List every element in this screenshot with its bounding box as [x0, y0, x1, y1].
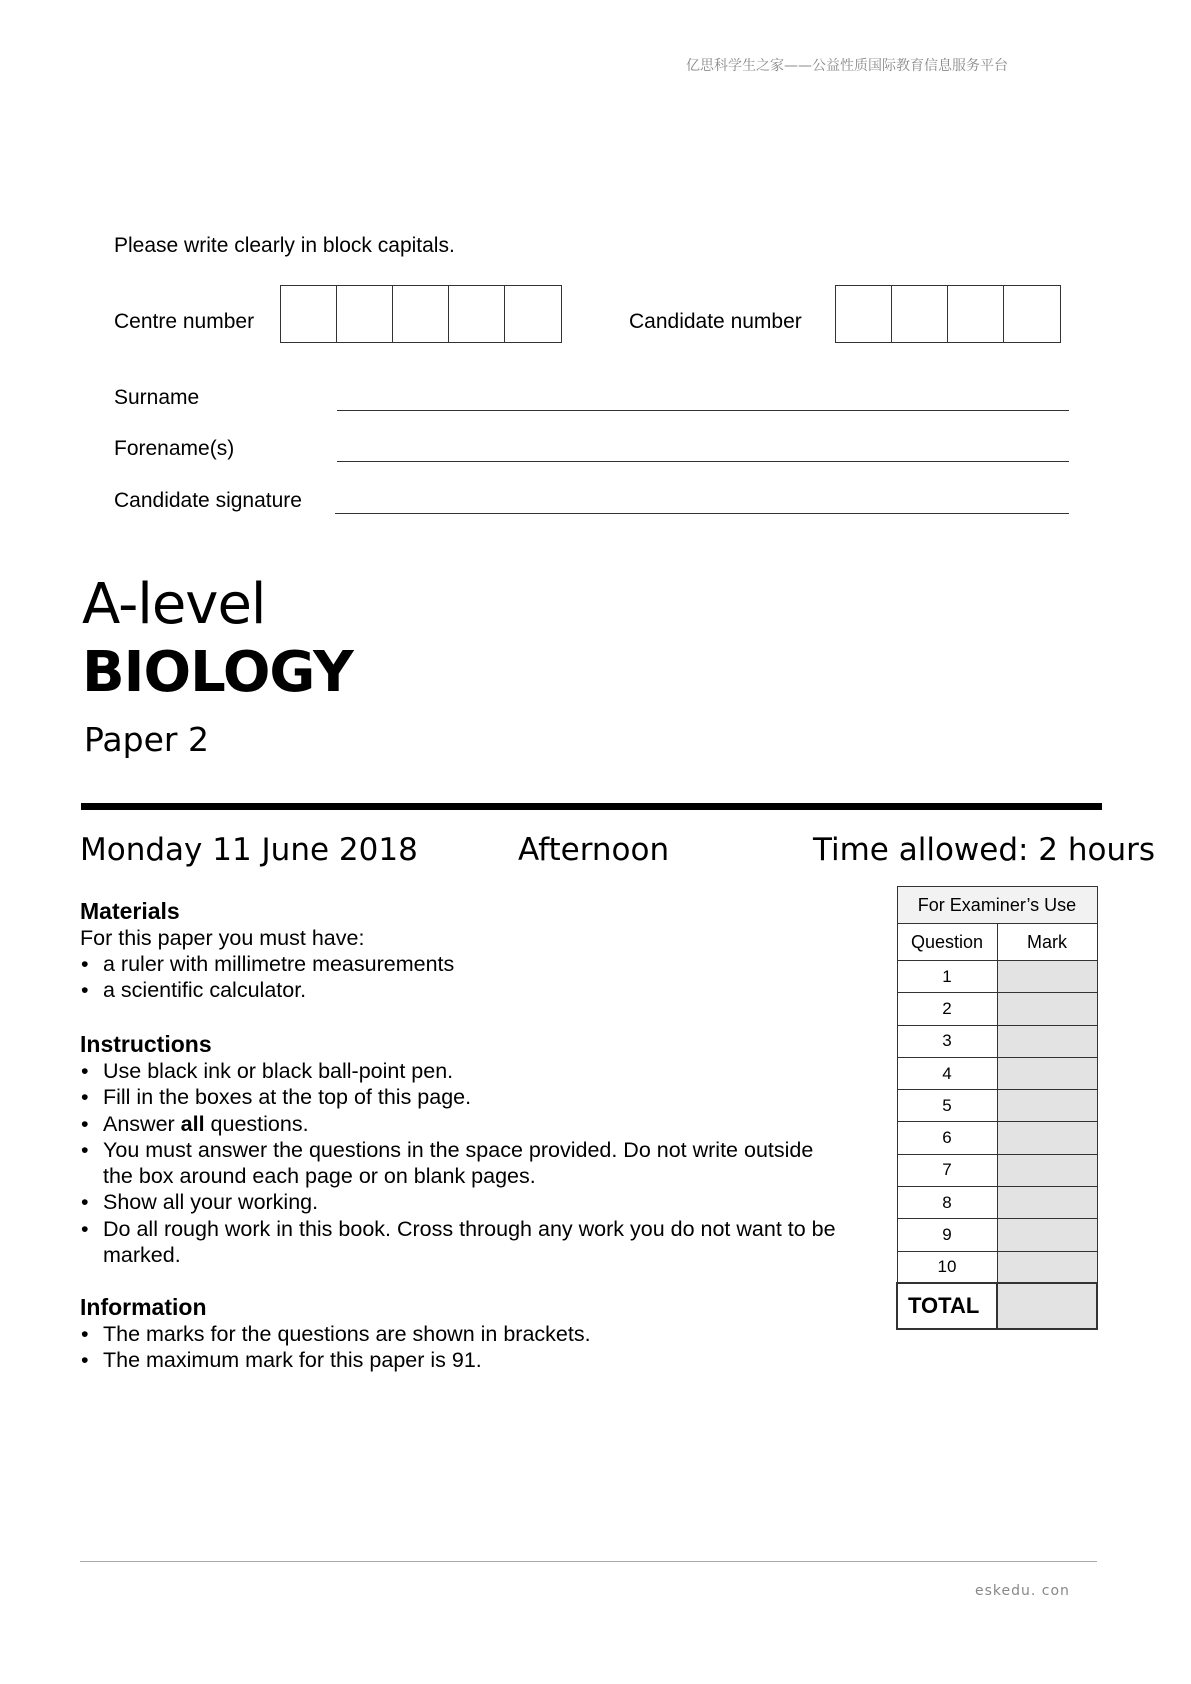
question-column-header: Question	[897, 924, 997, 961]
qualification-level: A-level	[82, 572, 266, 637]
list-item: • Answer all questions.	[80, 1111, 840, 1137]
examiner-table	[896, 886, 1098, 1330]
table-row	[897, 1090, 1097, 1122]
materials-intro: For this paper you must have:	[80, 926, 365, 950]
footer-divider	[80, 1561, 1097, 1562]
centre-number-box[interactable]	[505, 286, 561, 342]
examiner-table-title: For Examiner’s Use	[897, 887, 1097, 924]
instructions-heading: Instructions	[80, 1031, 212, 1057]
mark-cell[interactable]	[997, 993, 1097, 1025]
centre-number-box[interactable]	[449, 286, 505, 342]
table-row	[897, 1122, 1097, 1154]
watermark-header: 亿思科学生之家——公益性质国际教育信息服务平台	[686, 58, 1008, 74]
subject-title: BIOLOGY	[82, 640, 353, 705]
mark-cell[interactable]	[997, 961, 1097, 993]
instructions-list	[80, 1058, 840, 1268]
information-list	[80, 1321, 840, 1374]
table-row	[897, 1154, 1097, 1186]
candidate-number-boxes[interactable]	[835, 285, 1061, 343]
table-row	[897, 1219, 1097, 1251]
exam-date: Monday 11 June 2018	[80, 832, 418, 868]
mark-cell[interactable]	[997, 1090, 1097, 1122]
question-number: 10	[897, 1251, 997, 1283]
list-item: • The marks for the questions are shown in brackets.	[80, 1321, 840, 1347]
emphasis-text: all	[180, 1111, 205, 1136]
forename-line[interactable]	[337, 461, 1069, 462]
list-item: • a scientific calculator.	[80, 977, 840, 1003]
mark-column-header: Mark	[997, 924, 1097, 961]
surname-label: Surname	[114, 386, 200, 409]
centre-number-box[interactable]	[281, 286, 337, 342]
question-number: 2	[897, 993, 997, 1025]
list-item: • Use black ink or black ball-point pen.	[80, 1058, 840, 1084]
forename-label: Forename(s)	[114, 437, 235, 460]
table-row	[897, 993, 1097, 1025]
list-item: • Show all your working.	[80, 1189, 840, 1215]
mark-cell[interactable]	[997, 1154, 1097, 1186]
list-item: • a ruler with millimetre measurements	[80, 951, 840, 977]
centre-number-label: Centre number	[114, 310, 255, 333]
question-number: 5	[897, 1090, 997, 1122]
title-divider	[81, 803, 1102, 810]
table-row	[897, 1251, 1097, 1283]
candidate-number-box[interactable]	[836, 286, 892, 342]
mark-cell[interactable]	[997, 1025, 1097, 1057]
watermark-footer: eskedu. con	[975, 1583, 1070, 1599]
total-row	[897, 1283, 1097, 1329]
exam-session: Afternoon	[518, 832, 670, 868]
question-number: 6	[897, 1122, 997, 1154]
total-label: TOTAL	[897, 1283, 997, 1329]
mark-cell[interactable]	[997, 1122, 1097, 1154]
candidate-number-box[interactable]	[948, 286, 1004, 342]
mark-cell[interactable]	[997, 1219, 1097, 1251]
table-row	[897, 1057, 1097, 1089]
question-number: 9	[897, 1219, 997, 1251]
form-prompt: Please write clearly in block capitals.	[114, 234, 455, 257]
list-item: • The maximum mark for this paper is 91.	[80, 1347, 840, 1373]
question-number: 7	[897, 1154, 997, 1186]
question-number: 8	[897, 1187, 997, 1219]
candidate-number-label: Candidate number	[629, 310, 802, 333]
table-row	[897, 1025, 1097, 1057]
mark-cell[interactable]	[997, 1057, 1097, 1089]
question-number: 3	[897, 1025, 997, 1057]
centre-number-box[interactable]	[337, 286, 393, 342]
time-allowed: Time allowed: 2 hours	[813, 832, 1156, 868]
question-number: 4	[897, 1057, 997, 1089]
table-row	[897, 961, 1097, 993]
centre-number-box[interactable]	[393, 286, 449, 342]
mark-cell[interactable]	[997, 1187, 1097, 1219]
paper-number: Paper 2	[84, 720, 209, 759]
list-item: • You must answer the questions in the space provided. Do not write outside the box around each page or on blank pages.	[80, 1137, 840, 1190]
candidate-number-box[interactable]	[892, 286, 948, 342]
materials-list	[80, 951, 840, 1004]
candidate-number-box[interactable]	[1004, 286, 1060, 342]
materials-heading: Materials	[80, 898, 180, 924]
question-number: 1	[897, 961, 997, 993]
list-item: • Fill in the boxes at the top of this page.	[80, 1084, 840, 1110]
signature-line[interactable]	[335, 513, 1069, 514]
total-mark-cell[interactable]	[997, 1283, 1097, 1329]
table-row	[897, 1187, 1097, 1219]
surname-line[interactable]	[337, 410, 1069, 411]
information-heading: Information	[80, 1294, 207, 1320]
mark-cell[interactable]	[997, 1251, 1097, 1283]
signature-label: Candidate signature	[114, 489, 302, 512]
centre-number-boxes[interactable]	[280, 285, 562, 343]
list-item: • Do all rough work in this book. Cross through any work you do not want to be marked.	[80, 1216, 840, 1269]
